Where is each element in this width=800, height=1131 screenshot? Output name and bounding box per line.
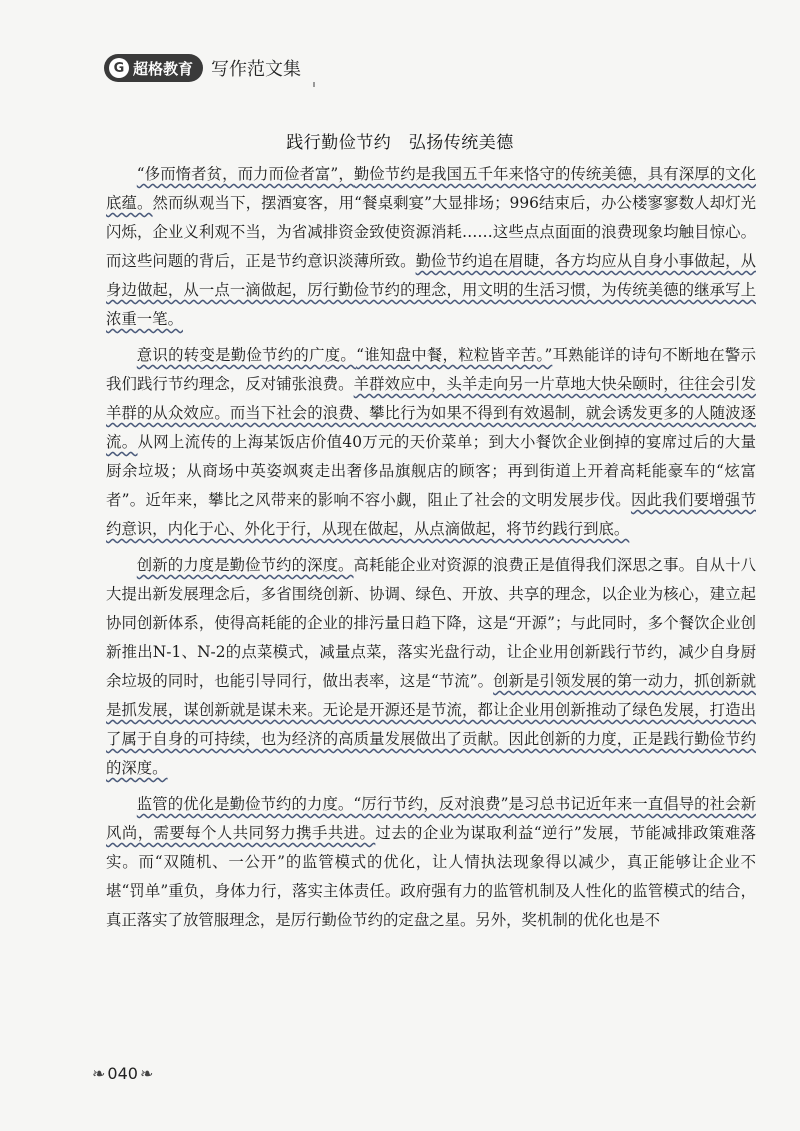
essay-title: 践行勤俭节约 弘扬传统美德	[286, 133, 514, 153]
underlined-sentence: 羊群效应中，头羊走向另一片草地大快朵颐时，往往会引发羊群的从众效应。	[106, 375, 756, 422]
page-number: 040	[107, 1064, 138, 1083]
underlined-sentence: “厉行节约，反对浪费”是习总书记近年来一直倡导的社会新风尚，需要每个人共同努力携手共进。	[106, 795, 756, 842]
ornament-left-icon: ❧	[92, 1064, 106, 1083]
essay-paragraph	[106, 341, 756, 544]
print-mark	[313, 82, 315, 87]
essay-body	[106, 160, 756, 942]
sentence: 过去的企业为谋取利益“逆行”发展，节能减排政策难落实。而“双随机、一公开”的监管模式的优化，让人情执法现象得以减少，真正能够让企业不堪“罚单”重负，身体力行，落实主体责任。政府强有力的监管机制及人性化的监管模式的结合，真正落实了放管服理念，是厉行勤俭节约的定盘之星。另外，奖机制的优化也是不	[106, 824, 756, 929]
underlined-sentence: 创新的力度是勤俭节约的深度。	[136, 556, 354, 574]
publisher-logo	[104, 54, 203, 82]
underlined-sentence: 勤俭节约是我国五千年来恪守的传统美德，具有深厚的文化底蕴。	[106, 165, 756, 212]
underlined-sentence: “谁知盘中餐，粒粒皆辛苦。”	[356, 346, 553, 364]
logo-text: 超格教育	[133, 59, 194, 78]
sentence: 高耗能企业对资源的浪费正是值得我们深思之事。自从十八大提出新发展理念后，多省围绕创新、协调、绿色、开放、共享的理念，以企业为核心，建立起协同创新体系，使得高耗能的企业的排污量日趋下降，这是“开源”；与此同时，多个餐饮企业创新推出N-1、N-2的点菜模式，减量点菜，落实光盘行动，让企业用创新践行节约，减少自身厨余垃圾的同时，也能引导同行，做出表率，这是“节流”。	[106, 556, 756, 690]
logo-mark-icon: G	[109, 58, 129, 78]
page-header	[104, 52, 301, 84]
underlined-sentence: 而当下社会的浪费、攀比行为如果不得到有效遏制，就会诱发更多的人随波逐流。	[106, 404, 756, 451]
underlined-sentence: “侈而惰者贫，而力而俭者富”，	[136, 165, 354, 183]
book-title: 写作范文集	[211, 59, 302, 80]
essay-paragraph	[106, 790, 756, 935]
sentence: 从网上流传的上海某饭店价值40万元的天价菜单；到大小餐饮企业倒掉的宴席过后的大量厨余垃圾；从商场中英姿飒爽走出奢侈品旗舰店的顾客；再到街道上开着高耗能豪车的“炫富者”。近年来，攀比之风带来的影响不容小觑，阻止了社会的文明发展步伐。	[106, 433, 756, 509]
underlined-sentence: 勤俭节约追在眉睫，各方均应从自身小事做起，从身边做起，从一点一滴做起，厉行勤俭节约的理念，用文明的生活习惯，为传统美德的继承写上浓重一笔。	[106, 252, 756, 328]
underlined-sentence: 意识的转变是勤俭节约的广度。	[136, 346, 357, 364]
essay-paragraph	[106, 551, 756, 783]
sentence: 耳熟能详的诗句不断地在警示我们践行节约理念，反对铺张浪费。	[106, 346, 756, 393]
sentence: 然而纵观当下，摆酒宴客，用“餐桌剩宴”大显排场；996结束后，办公楼寥寥数人却灯光闪烁，企业义利观不当，为省减排资金致使资源消耗……这些点点面面的浪费现象均触目惊心。而这些问题的背后，正是节约意识淡薄所致。	[106, 194, 756, 270]
page-footer	[92, 1064, 153, 1083]
essay-paragraph	[106, 160, 756, 334]
underlined-sentence: 监管的优化是勤俭节约的力度。	[136, 795, 354, 813]
ornament-right-icon: ❧	[139, 1064, 154, 1083]
underlined-sentence: 因此我们要增强节约意识，内化于心、外化于行，从现在做起，从点滴做起，将节约践行到底。	[106, 491, 756, 538]
underlined-sentence: 创新是引领发展的第一动力，抓创新就是抓发展，谋创新就是谋未来。无论是开源还是节流，都让企业用创新推动了绿色发展，打造出了属于自身的可持续，也为经济的高质量发展做出了贡献。因此创新的力度，正是践行勤俭节约的深度。	[106, 672, 756, 777]
